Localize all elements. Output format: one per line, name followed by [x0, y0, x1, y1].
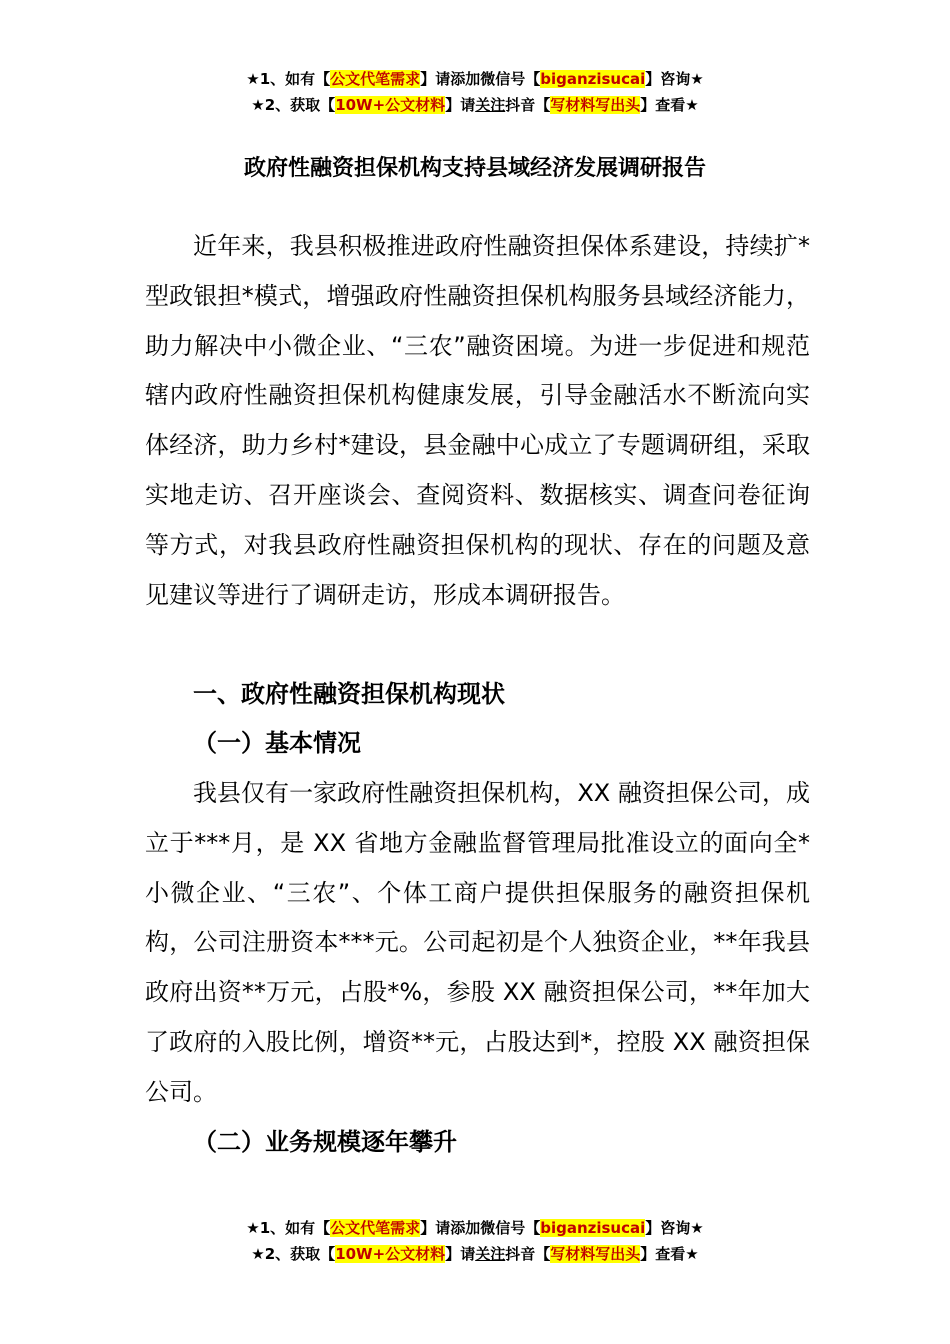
footer-banner [0, 1215, 950, 1267]
highlight-wechat-id: biganzisucai [540, 70, 646, 88]
highlight-wechat-id: biganzisucai [540, 1219, 646, 1237]
document-title: 政府性融资担保机构支持县域经济发展调研报告 [243, 156, 706, 181]
highlight-materials: 10W+公文材料 [335, 96, 446, 114]
subsection-heading-1: （一）基本情况 [193, 729, 361, 757]
banner-line-1: ★1、如有【公文代笔需求】请添加微信号【biganzisucai】咨询★ [246, 70, 704, 88]
banner-line-1: ★1、如有【公文代笔需求】请添加微信号【biganzisucai】咨询★ [246, 1219, 704, 1237]
banner-line-2: ★2、获取【10W+公文材料】请关注抖音【写材料写出头】查看★ [251, 96, 699, 114]
section-heading-1: 一、政府性融资担保机构现状 [193, 680, 505, 708]
highlight-service: 公文代笔需求 [330, 1219, 421, 1237]
highlight-materials: 10W+公文材料 [335, 1245, 446, 1263]
highlight-douyin: 写材料写出头 [550, 1245, 641, 1263]
basic-info-paragraph: 我县仅有一家政府性融资担保机构，XX 融资担保公司，成立于***月，是 XX 省地方金融监督管理局批准设立的面向全*小微企业、“三农”、个体工商户提供担保服务的融资担保机构，公司注册资本***元。公司起初是个人独资企业，**年我县政府出资**万元，占股*%，参股 XX 融资担保公司，**年加大了政府的入股比例，增资**元，占股达到*，控股 XX 融资担保公司。 [145, 779, 810, 1106]
banner-line-2: ★2、获取【10W+公文材料】请关注抖音【写材料写出头】查看★ [251, 1245, 699, 1263]
header-banner [0, 66, 950, 118]
highlight-service: 公文代笔需求 [330, 70, 421, 88]
subsection-heading-2: （二）业务规模逐年攀升 [193, 1128, 457, 1156]
highlight-douyin: 写材料写出头 [550, 96, 641, 114]
intro-paragraph: 近年来，我县积极推进政府性融资担保体系建设，持续扩*型政银担*模式，增强政府性融资担保机构服务县域经济能力，助力解决中小微企业、“三农”融资困境。为进一步促进和规范辖内政府性融资担保机构健康发展，引导金融活水不断流向实体经济，助力乡村*建设，县金融中心成立了专题调研组，采取实地走访、召开座谈会、查阅资料、数据核实、调查问卷征询等方式，对我县政府性融资担保机构的现状、存在的问题及意见建议等进行了调研走访，形成本调研报告。 [145, 232, 810, 609]
